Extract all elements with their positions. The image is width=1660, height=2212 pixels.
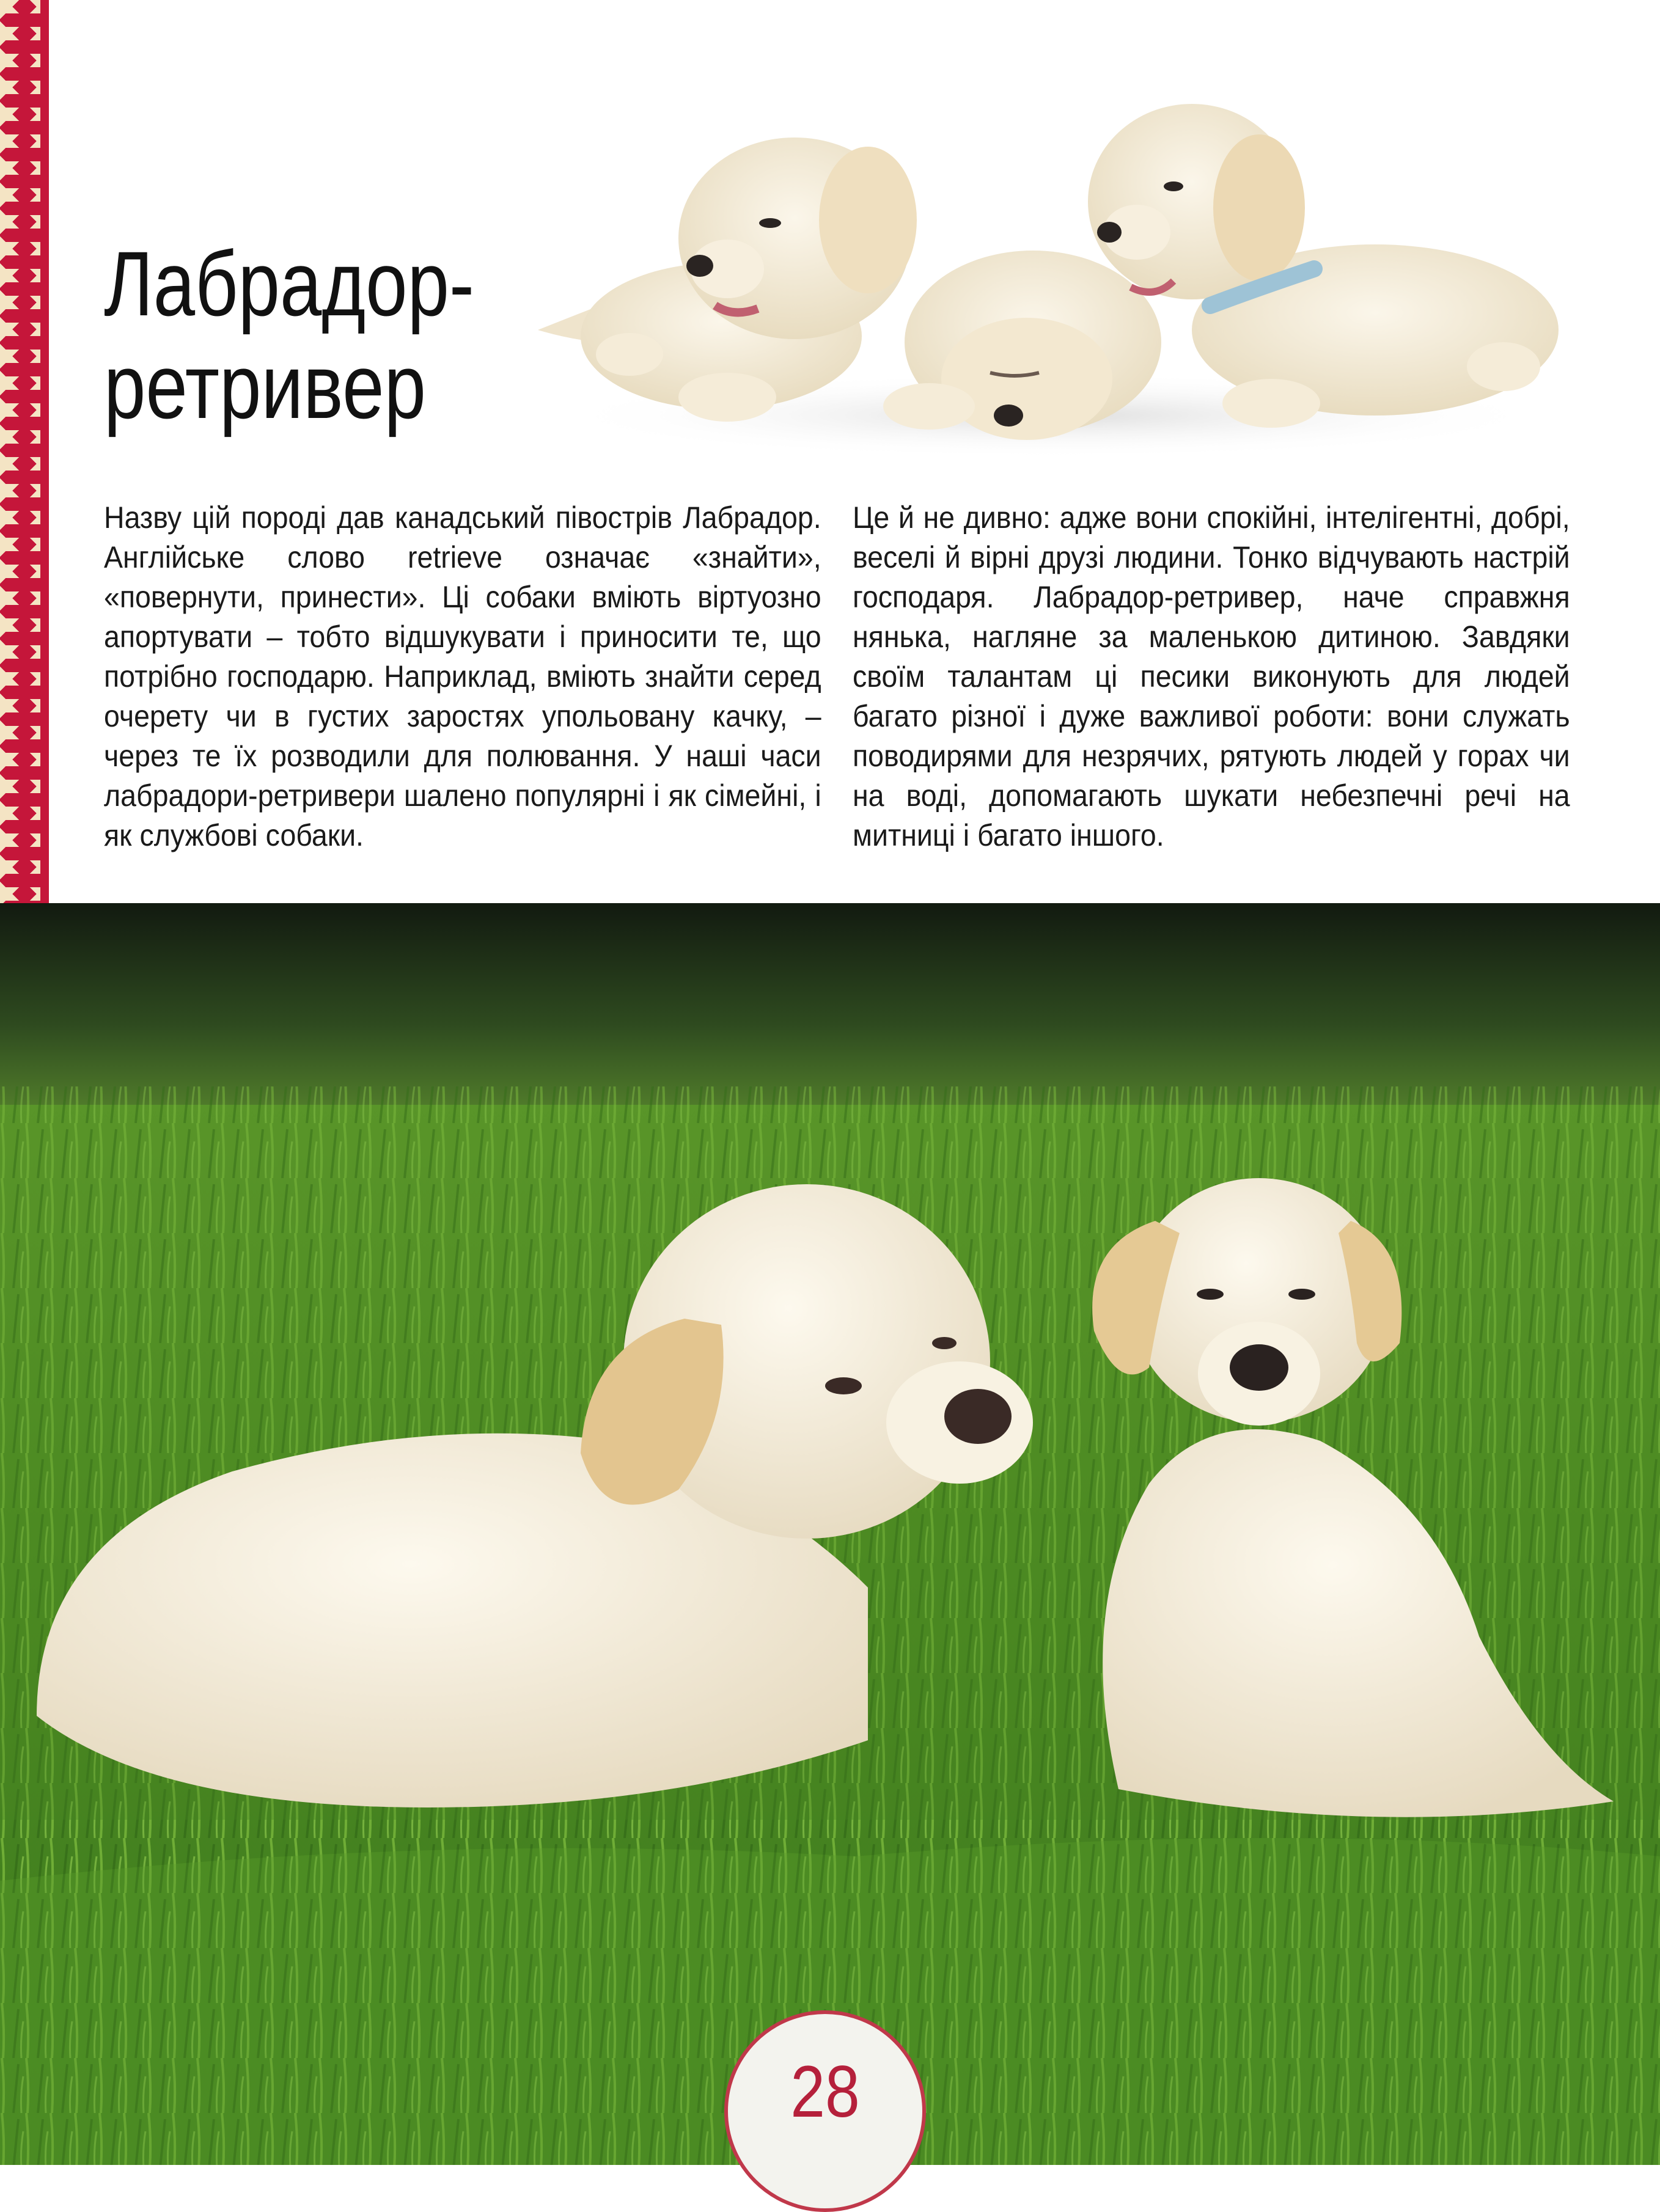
puppies-photo xyxy=(526,86,1565,464)
labradors-on-grass-photo xyxy=(0,903,1660,2165)
paragraph-right: Це й не дивно: адже вони спокійні, інтелігентні, добрі, веселі й вірні друзі людини. Тонко відчувають настрій господаря. Лабрадор-ретривер, наче справжня нянька, нагляне за маленькою дитиною. Завдяки своїм талантам ці песики виконують для людей багато різної і дуже важливої роботи: вони служать поводирями для незрячих, рятують людей у горах чи на воді, допомагають шукати небезпечні речі на митниці і багато іншого. xyxy=(853,500,1570,852)
page-title xyxy=(104,232,474,438)
page-number-badge xyxy=(724,2010,926,2212)
page-number: 28 xyxy=(790,2051,860,2133)
paragraph-left: Назву цій породі дав канадський півострів Лабрадор. Англійське слово retrieve означає «знайти», «повернути, принести». Ці собаки вміють віртуозно апортувати – тобто відшукувати і приносити те, що потрібно господарю. Наприклад, вміють знайти серед очерету чи в густих заростях упольовану качку, – через те їх розводили для полювання. У наші часи лабрадори-ретривери шалено популярні і як сімейні, і як службові собаки. xyxy=(104,500,821,852)
title-line-2: ретривер xyxy=(104,335,426,438)
title-line-1: Лабрадор- xyxy=(104,232,474,335)
decorative-zigzag-border xyxy=(0,0,49,903)
